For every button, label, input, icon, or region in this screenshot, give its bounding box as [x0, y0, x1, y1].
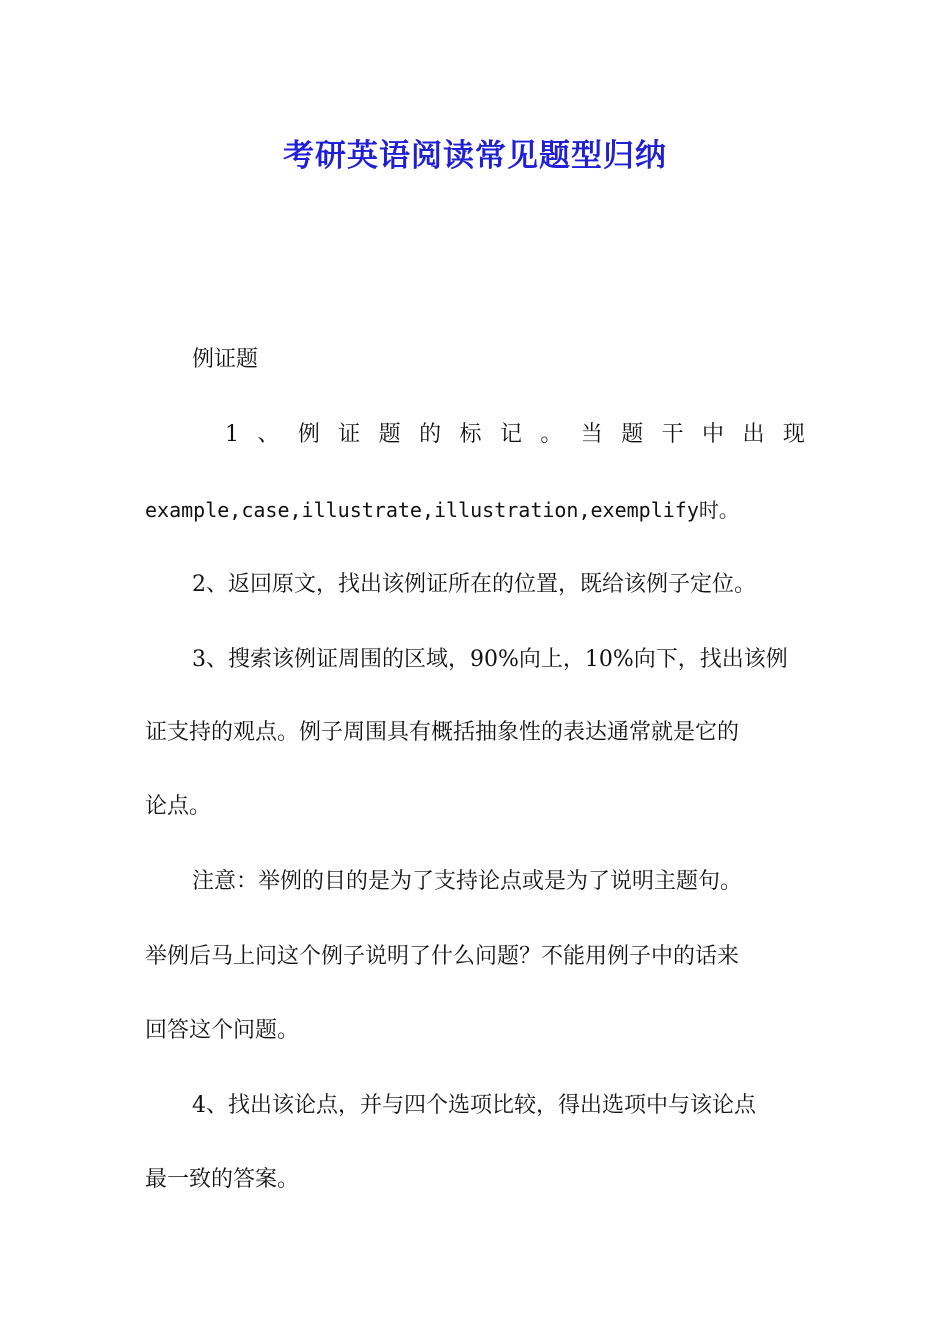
note-line-3: 回答这个问题。 [145, 1018, 300, 1043]
document-title: 考研英语阅读常见题型归纳 [283, 138, 667, 174]
item-1-token: 题 [621, 422, 644, 447]
item-1-token: 中 [702, 422, 725, 447]
item-1-token: 标 [459, 422, 482, 447]
item-1-token: 当 [580, 422, 603, 447]
item-1-line-2: example,case,illustrate,illustration,exemplify时。 [145, 498, 739, 522]
item-1-line-1 [225, 420, 805, 450]
item-1-token: 、 [257, 422, 280, 447]
item-1-token: 例 [297, 422, 320, 447]
item-1-token: 证 [338, 422, 361, 447]
item-3-line-1: 3、搜索该例证周围的区域，90%向上，10%向下，找出该例 [192, 647, 788, 672]
item-3-line-2: 证支持的观点。例子周围具有概括抽象性的表达通常就是它的 [145, 720, 740, 745]
item-1-token: 1 [225, 422, 239, 447]
item-2-line-1: 2、返回原文，找出该例证所在的位置，既给该例子定位。 [192, 572, 756, 597]
item-1-token: 干 [661, 422, 684, 447]
item-4-line-1: 4、找出该论点，并与四个选项比较，得出选项中与该论点 [192, 1093, 756, 1118]
item-1-token: 的 [419, 422, 442, 447]
item-1-token: 题 [378, 422, 401, 447]
note-line-1: 注意：举例的目的是为了支持论点或是为了说明主题句。 [192, 869, 743, 894]
section-heading: 例证题 [192, 347, 259, 372]
item-1-token: 现 [782, 422, 805, 447]
item-1-token: 出 [742, 422, 765, 447]
item-3-line-3: 论点。 [145, 794, 212, 819]
item-1-token: 。 [540, 422, 563, 447]
note-line-2: 举例后马上问这个例子说明了什么问题？不能用例子中的话来 [145, 944, 740, 969]
item-4-line-2: 最一致的答案。 [145, 1167, 300, 1192]
item-1-token: 记 [499, 422, 522, 447]
